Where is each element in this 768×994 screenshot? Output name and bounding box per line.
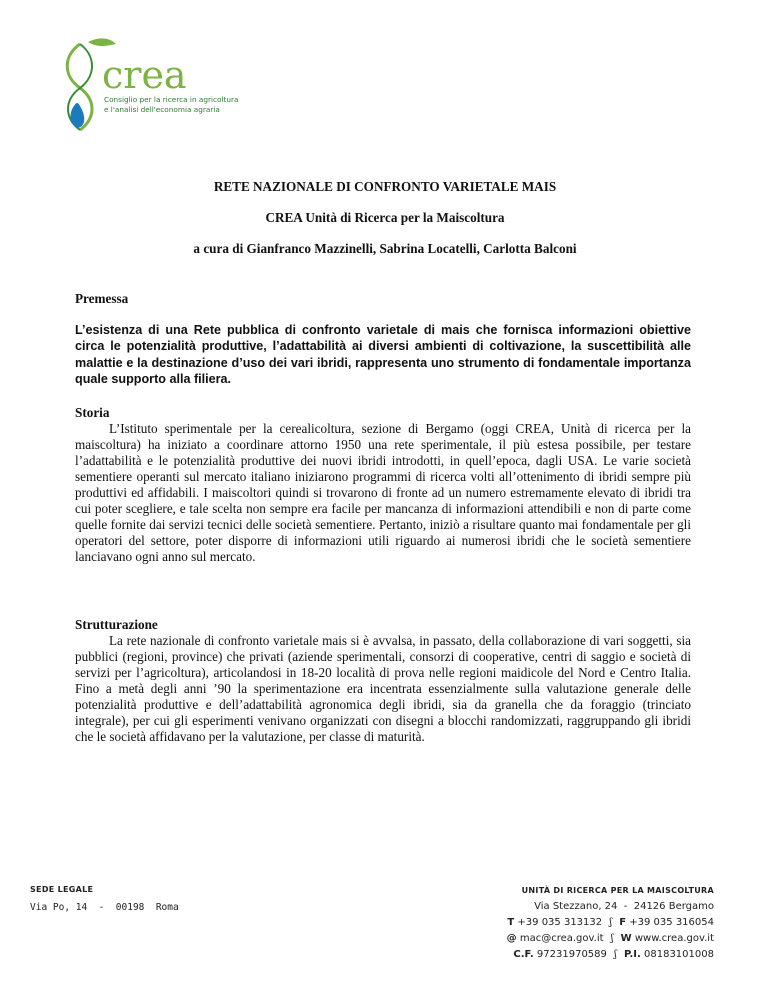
authors-line: a cura di Gianfranco Mazzinelli, Sabrina Locatelli, Carlotta Balconi (193, 241, 577, 256)
vat-number: 08183101008 (644, 949, 714, 960)
logo-wordmark: crea (102, 53, 187, 97)
website-link[interactable]: www.crea.gov.it (634, 933, 714, 944)
crea-emblem-icon (58, 36, 258, 136)
footer-unit-contacts (507, 885, 714, 963)
legal-seat-address: Via Po, 14 - 00198 Roma (30, 902, 179, 913)
strutturazione-paragraph: La rete nazionale di confronto varietale mais si è avvalsa, in passato, della collaborazione di vari soggetti, sia pubblici (regioni, province) che privati (aziende sperimentali, consorzi di cooperative, centri di saggio e società di servizi per l’agricoltura), articolandosi in 18-20 località di prova nelle regioni maidicole del Nord e Centro Italia. Fino a metà degli anni ’90 la sperimentazione era incentrata essenzialmente sulla valutazione generale delle potenzialità produttive e dell’adattabilità agronomica degli ibridi, sia da granella che da foraggio (trinciato integrale), per cui gli esperimenti venivano organizzati con disegni a blocchi randomizzati, raggruppando gli ibridi che le società affidavano per la valutazione, per classe di maturità. (75, 633, 691, 744)
email-web-line: @ mac@crea.gov.it ʃ W www.crea.gov.it (506, 933, 714, 944)
fiscal-code: 97231970589 (536, 949, 607, 960)
strutturazione-heading: Strutturazione (75, 617, 158, 632)
crea-logo (58, 36, 258, 136)
logo-tagline-2: e l'analisi dell'economia agraria (104, 105, 220, 114)
tax-codes-line: C.F. 97231970589 ʃ P.I. 08183101008 (513, 949, 714, 960)
storia-paragraph: L’Istituto sperimentale per la cerealicoltura, sezione di Bergamo (oggi CREA, Unità di ricerca per la maiscoltura) ha iniziato a coordinare attorno 1950 una rete sperimentale, il più estesa possibile, per testare l’adattabilità e le potenzialità produttive dei nuovi ibridi introdotti, in quell’epoca, dagli USA. Le varie società sementiere operanti sul mercato italiano iniziarono programmi di ricerca volti all’ottenimento di ibridi sempre più produttivi ed affidabili. I maiscoltori quindi si trovarono di fronte ad un numero estremamente elevato di ibridi tra cui poter scegliere, e tale scelta non sempre era facile per mancanza di informazioni attendibili e non di parte come quelle fornite dai servizi tecnici delle società sementiere. Pertanto, iniziò a risultare quanto mai fondamentale per gli operatori del settore, poter disporre di informazioni utili riguardo ai numerosi ibridi che le società sementiere lanciavano ogni anno sul mercato. (75, 421, 691, 564)
phone-number: +39 035 313132 (517, 917, 603, 928)
logo-tagline-1: Consiglio per la ricerca in agricoltura (104, 95, 239, 104)
phone-fax-line: T +39 035 313132 ʃ F +39 035 316054 (507, 917, 714, 928)
fax-number: +39 035 316054 (629, 917, 714, 928)
legal-seat-label: SEDE LEGALE (30, 885, 94, 894)
unit-label: UNITÀ DI RICERCA PER LA MAISCOLTURA (521, 886, 714, 895)
premessa-heading: Premessa (75, 291, 129, 306)
document-title: RETE NAZIONALE DI CONFRONTO VARIETALE MAIS (213, 179, 557, 194)
unit-subtitle: CREA Unità di Ricerca per la Maiscoltura (265, 210, 505, 225)
footer-legal-seat (30, 885, 179, 913)
premessa-paragraph: L’esistenza di una Rete pubblica di confronto varietale di mais che fornisca informazioni obiettive circa le potenzialità produttive, l’adattabilità ai diversi ambienti di coltivazione, la suscettibilità alle malattie e la destinazione d’uso dei vari ibridi, rappresenta uno strumento di fondamentale importanza quale supporto alla filiera. (75, 323, 691, 386)
storia-heading: Storia (75, 405, 110, 420)
unit-address: Via Stezzano, 24 - 24126 Bergamo (534, 901, 714, 912)
email-link[interactable]: mac@crea.gov.it (519, 933, 604, 944)
